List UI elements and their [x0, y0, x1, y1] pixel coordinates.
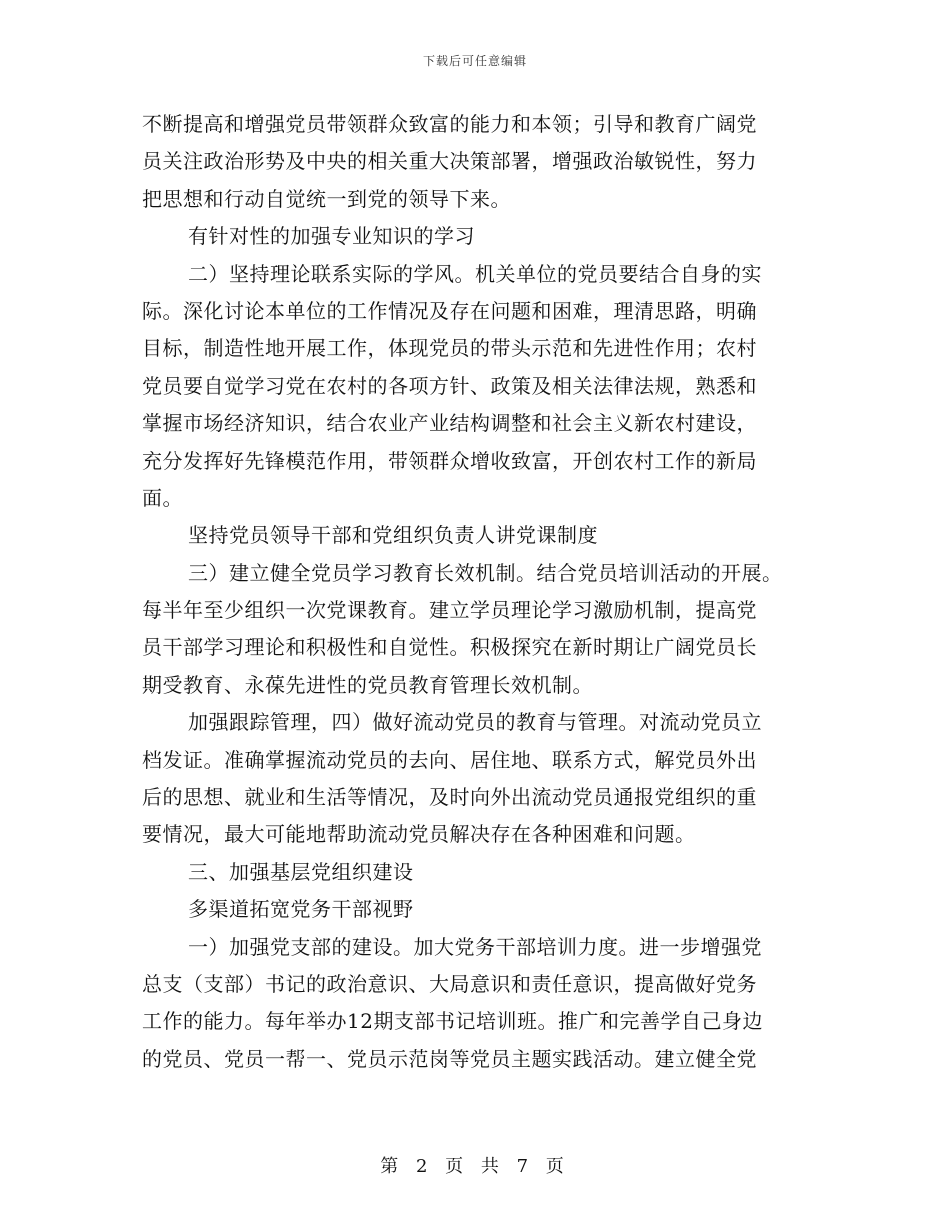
document-body: [142, 106, 810, 1078]
text-line: 加强跟踪管理，四）做好流动党员的教育与管理。对流动党员立: [188, 710, 762, 735]
text-line: 的党员、党员一帮一、党员示范岗等党员主题实践活动。建立健全党: [142, 1046, 757, 1071]
text-line: 员关注政治形势及中央的相关重大决策部署，增强政治敏锐性，努力: [142, 149, 757, 174]
text-line: 二）坚持理论联系实际的学风。机关单位的党员要结合自身的实: [188, 261, 762, 286]
page-number: 第 2 页 共 7 页: [380, 1156, 570, 1177]
text-line: 要情况，最大可能地帮助流动党员解决存在各种困难和问题。: [142, 822, 696, 847]
page-header: 下载后可任意编辑: [422, 54, 527, 68]
text-line: 际。深化讨论本单位的工作情况及存在问题和困难，理清思路，明确: [142, 298, 757, 323]
text-line: 期受教育、永葆先进性的党员教育管理长效机制。: [142, 672, 593, 697]
text-line: 不断提高和增强党员带领群众致富的能力和本领；引导和教育广阔党: [142, 112, 757, 136]
text-line: 总支（支部）书记的政治意识、大局意识和责任意识，提高做好党务: [142, 971, 757, 996]
text-line: 充分发挥好先锋模范作用，带领群众增收致富，开创农村工作的新局: [142, 448, 757, 473]
text-line: 目标，制造性地开展工作，体现党员的带头示范和先进性作用；农村: [142, 336, 757, 361]
text-line: 把思想和行动自觉统一到党的领导下来。: [142, 186, 511, 211]
text-line: 多渠道拓宽党务干部视野: [188, 897, 414, 922]
text-line: 工作的能力。每年举办12期支部书记培训班。推广和完善学自己身边: [142, 1009, 763, 1034]
text-line: 档发证。准确掌握流动党员的去向、居住地、联系方式，解党员外出: [142, 747, 757, 772]
text-line: 三、加强基层党组织建设: [188, 859, 414, 884]
text-line: 党员要自觉学习党在农村的各项方针、政策及相关法律法规，熟悉和: [142, 373, 757, 398]
text-line: 员干部学习理论和积极性和自觉性。积极探究在新时期让广阔党员长: [142, 635, 757, 660]
text-line: 坚持党员领导干部和党组织负责人讲党课制度: [188, 523, 598, 548]
text-line: 掌握市场经济知识，结合农业产业结构调整和社会主义新农村建设，: [142, 411, 757, 436]
text-line: 有针对性的加强专业知识的学习: [188, 224, 475, 249]
text-line: 每半年至少组织一次党课教育。建立学员理论学习激励机制，提高党: [142, 598, 757, 623]
text-line: 后的思想、就业和生活等情况，及时向外出流动党员通报党组织的重: [142, 785, 757, 810]
text-line: 一）加强党支部的建设。加大党务干部培训力度。进一步增强党: [188, 934, 762, 959]
text-line: 面。: [142, 485, 183, 510]
text-line: 三）建立健全党员学习教育长效机制。结合党员培训活动的开展。: [188, 560, 783, 585]
